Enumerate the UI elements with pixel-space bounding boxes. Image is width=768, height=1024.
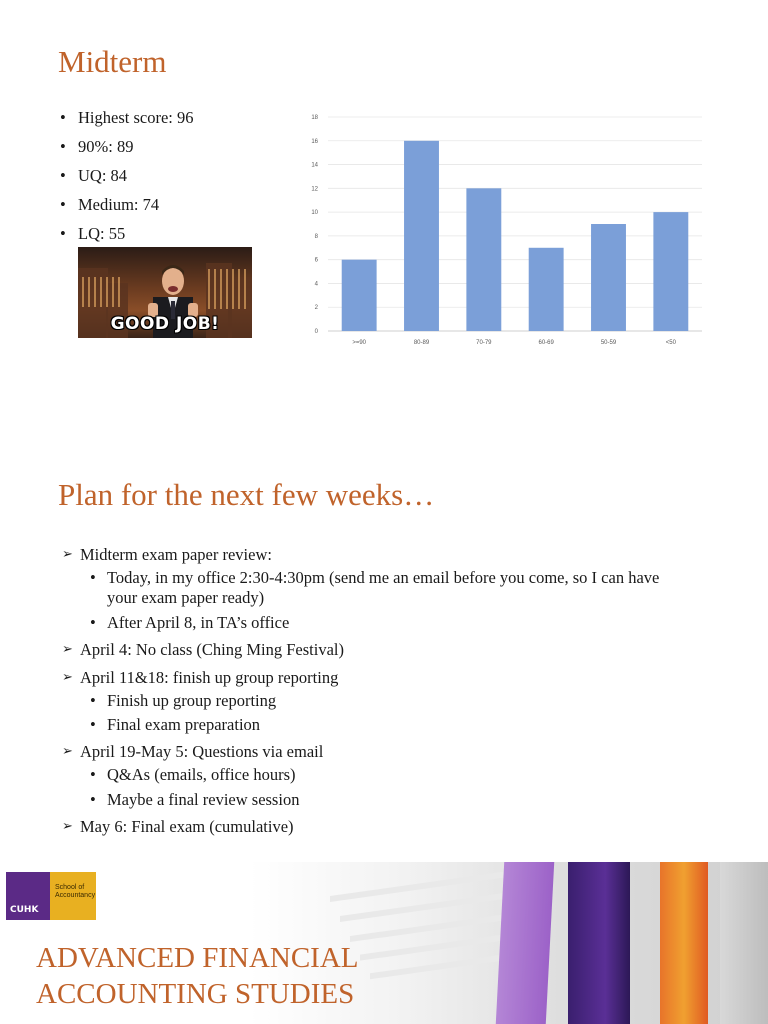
stat-upper-quartile: • UQ: 84 xyxy=(58,161,193,190)
plan-subitem: • Q&As (emails, office hours) xyxy=(80,765,667,785)
plan-item-exam-review xyxy=(62,544,667,633)
plan-item-questions xyxy=(62,741,667,810)
stat-90th-percentile: • 90%: 89 xyxy=(58,132,193,161)
plan-item-final-exam xyxy=(62,816,667,838)
y-tick-label: 6 xyxy=(314,257,318,264)
logo-school-text: School of Accountancy xyxy=(55,884,96,899)
bar-4 xyxy=(591,224,626,331)
y-tick-label: 12 xyxy=(311,186,318,193)
bar-0 xyxy=(342,260,377,331)
y-tick-label: 10 xyxy=(311,210,318,217)
slide-midterm xyxy=(0,0,768,430)
plan-item-text: April 19-May 5: Questions via email xyxy=(80,742,324,761)
stat-highest-score: • Highest score: 96 xyxy=(58,103,193,132)
good-job-caption: GOOD JOB! xyxy=(110,314,220,334)
plan-item-text: April 11&18: finish up group reporting xyxy=(80,667,339,687)
plan-item-no-class xyxy=(62,639,667,661)
y-tick-label: 14 xyxy=(311,162,318,169)
bar-3 xyxy=(529,248,564,331)
x-tick-label: 80-89 xyxy=(413,340,430,346)
plan-subitem: • Finish up group reporting xyxy=(80,691,667,711)
x-tick-label: <50 xyxy=(665,340,676,346)
y-tick-label: 4 xyxy=(314,281,318,288)
good-job-image xyxy=(78,247,252,338)
y-tick-label: 0 xyxy=(314,329,318,335)
bar-2 xyxy=(466,188,501,331)
y-axis xyxy=(311,115,318,335)
plan-subitem: • Final exam preparation xyxy=(80,715,667,735)
y-tick-label: 16 xyxy=(311,138,318,145)
plan-subitem: • After April 8, in TA’s office xyxy=(80,613,667,633)
slide-course-title xyxy=(0,862,768,1024)
x-axis xyxy=(352,340,676,346)
chart-gridlines xyxy=(328,117,702,331)
slide-title: Midterm xyxy=(58,44,167,79)
bar-1 xyxy=(404,141,439,331)
course-title-line1: ADVANCED FINANCIAL xyxy=(36,942,359,974)
x-tick-label: 50-59 xyxy=(600,340,617,346)
plan-item-group-reporting xyxy=(62,667,667,736)
y-tick-label: 8 xyxy=(314,233,318,240)
stat-median: • Medium: 74 xyxy=(58,190,193,219)
x-tick-label: 60-69 xyxy=(538,340,554,346)
plan-subitem: • Maybe a final review session xyxy=(80,790,667,810)
plan-list xyxy=(62,538,667,838)
logo-cuhk-text: CUHK xyxy=(10,905,39,915)
score-stats-list xyxy=(58,103,193,248)
plan-item-text: Midterm exam paper review: xyxy=(80,545,272,564)
y-tick-label: 2 xyxy=(314,305,318,312)
plan-item-text: April 4: No class (Ching Ming Festival) xyxy=(80,639,344,659)
stat-lower-quartile: • LQ: 55 xyxy=(58,219,193,248)
x-tick-label: >=90 xyxy=(352,340,367,346)
bar-5 xyxy=(653,212,688,331)
course-title xyxy=(36,940,359,1012)
cuhk-school-logo xyxy=(6,872,96,920)
plan-subitem: • Today, in my office 2:30-4:30pm (send me an email before you come, so I can have your exam paper ready) xyxy=(80,568,667,608)
slide-title: Plan for the next few weeks… xyxy=(58,477,435,512)
x-tick-label: 70-79 xyxy=(476,340,492,346)
slide-plan xyxy=(0,430,768,862)
score-distribution-chart xyxy=(300,105,710,350)
y-tick-label: 18 xyxy=(311,115,318,121)
course-title-line2: ACCOUNTING STUDIES xyxy=(36,978,355,1010)
plan-item-text: May 6: Final exam (cumulative) xyxy=(80,816,294,836)
